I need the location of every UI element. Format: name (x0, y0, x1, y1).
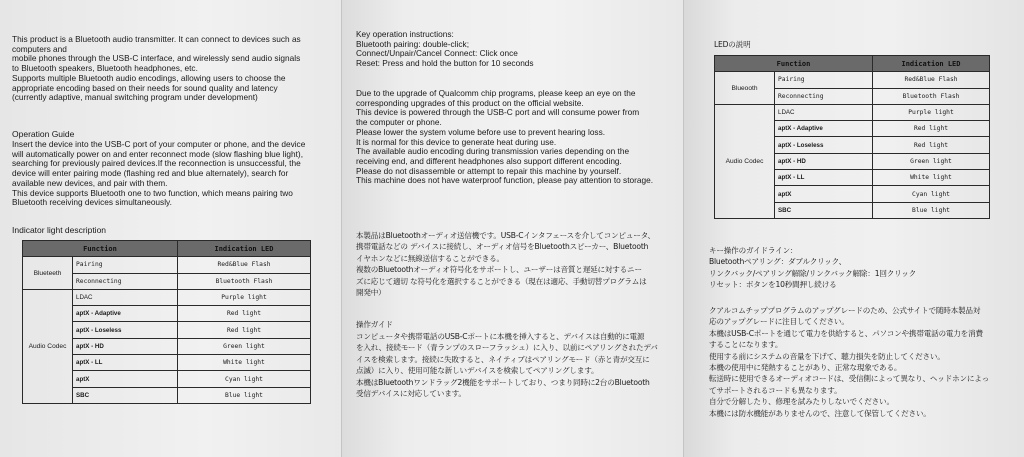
bluetooth-group-label: Blueteeth (23, 257, 73, 290)
japanese-usage-notes: クアルコムチッププログラムのアップグレードのため、公式サイトで随時本製品対 応のアップグレードに注目してください。 本機はUSB-Cポートを通じて電力を供給すると、パソコンや携帯電話の電力を消費 することになります。 使用する前にシステムの音量を下げて、聴力損失を防止してください。 本機の使用中に発熱することがあり、正常な現象である。 転送時に使用できるオーディオコードは、受信側によって異なり、ヘッドホンによっ てサポートされるコードも異なります。 自分で分解したり、修理を試みたりしないでください。 本機には防水機能がありませんので、注意して保管してください。 (709, 306, 990, 418)
codec-group-label: Audio Codec (715, 104, 775, 218)
indicator-table (22, 240, 311, 404)
japanese-key-guidelines: キー操作のガイドライン： Bluetoothペアリング：ダブルクリック、 リンクバック/ペアリング解除/リンクバック解除：1回クリック リセット：ボタンを10秒間押し続ける (709, 246, 917, 290)
usage-notes: Due to the upgrade of Qualcomm chip programs, please keep an eye on the corresponding upgrades of this product on the official website. This device is powered through the USB-C port and will consume power from the computer or phone. Please lower the system volume before use to prevent hearing loss. It is normal for this device to generate heat during use. The available audio encoding during transmission varies depending on the receiving end, and different headphones also support different encoding. Please do not disassemble or attempt to repair this machine by yourself. This machine does not have waterproof function, please pay attention to storage. (356, 88, 654, 186)
function-cell: aptX - LL (73, 355, 178, 371)
led-cell: Green light (178, 338, 311, 354)
operation-guide-text: Insert the device into the USB-C port of your computer or phone, and the device will automatically power on and enter reconnect mode (slow flashing blue light), searching for previously paired devices.If the reconnection is unsuccessful, the device will enter pairing mode (flashing red and blue alternately), search for available new devices, and pair with them. This device supports Bluetooth one to two function, which means pairing two Bluetooth receiving devices simultaneously. (12, 139, 306, 208)
table-row (23, 257, 311, 273)
header-indication-led: Indication LED (178, 241, 311, 257)
function-cell: SBC (73, 387, 178, 403)
function-cell: SBC (775, 202, 873, 218)
table-header-row (23, 241, 311, 257)
function-cell: aptX (775, 186, 873, 202)
led-cell: White light (873, 170, 990, 186)
function-cell: aptX - Loseless (775, 137, 873, 153)
function-cell: aptX - HD (775, 153, 873, 169)
led-cell: Red light (178, 322, 311, 338)
middle-panel (342, 0, 684, 457)
function-cell: Reconnecting (73, 273, 178, 289)
product-intro: This product is a Bluetooth audio transmitter. It can connect to devices such as computers and mobile phones through the USB-C interface, and wirelessly send audio signals to Bluetooth speakers, Bluetooth headphones, etc. Supports multiple Bluetooth audio encodings, allowing users to choose the appropriate encoding based on their needs for sound quality and latency (currently adaptive, manual switching program under development) (12, 34, 301, 103)
function-cell: LDAC (775, 104, 873, 120)
led-cell: Bluetooth Flash (178, 273, 311, 289)
english-panel (0, 0, 342, 457)
led-cell: Bluetooth Flash (873, 88, 990, 104)
japanese-panel (684, 0, 1024, 457)
table-row (715, 72, 990, 88)
led-cell: Cyan light (178, 371, 311, 387)
led-cell: Red light (178, 306, 311, 322)
function-cell: Pairing (73, 257, 178, 273)
table-row (23, 289, 311, 305)
led-cell: Green light (873, 153, 990, 169)
header-function: Function (715, 56, 873, 72)
header-indication-led: Indication LED (873, 56, 990, 72)
led-cell: Blue light (873, 202, 990, 218)
header-function: Function (23, 241, 178, 257)
indicator-heading: Indicator light description (12, 225, 107, 235)
function-cell: aptX (73, 371, 178, 387)
function-cell: aptX - Adaptive (775, 121, 873, 137)
table-header-row (715, 56, 990, 72)
codec-group-label: Audio Codec (23, 289, 73, 403)
function-cell: aptX - Adaptive (73, 306, 178, 322)
function-cell: Pairing (775, 72, 873, 88)
led-cell: Purple light (873, 104, 990, 120)
led-cell: Cyan light (873, 186, 990, 202)
led-cell: Blue light (178, 387, 311, 403)
indicator-table-ja (714, 55, 990, 219)
bluetooth-group-label: Blueooth (715, 72, 775, 105)
japanese-intro: 本製品はBluetoothオーディオ送信機です。USB-Cインタフェースを介してコンピュータ、 携帯電話などの デバイスに接続し、オーディオ信号をBluetoothスピーカー、Bluetooth イヤホンなどに無線送信することができる。 複数のBluetoothオーディオ符号化をサポートし、ユーザーは音質と遅延に対するニー ズに応じて適切 な符号化を選択することができる（現在は適応、手動切替プログラムは 開発中） (356, 231, 655, 298)
function-cell: LDAC (73, 289, 178, 305)
operation-guide-heading: Operation Guide (12, 129, 75, 139)
led-description-heading: LEDの説明 (714, 40, 751, 49)
table-row (715, 104, 990, 120)
key-operation-instructions: Key operation instructions: Bluetooth pairing: double-click; Connect/Unpair/Cancel Connect: Click once Reset: Press and hold the button for 10 seconds (356, 29, 534, 69)
led-cell: Red light (873, 121, 990, 137)
function-cell: aptX - LL (775, 170, 873, 186)
led-cell: Purple light (178, 289, 311, 305)
function-cell: aptX - Loseless (73, 322, 178, 338)
japanese-guide-text: コンピュータや携帯電話のUSB-Cポートに本機を挿入すると、デバイスは自動的に電源 を入れ、接続モード（青ランプのスローフラッシュ）に入り、以前にペアリングされたデバ イスを検索します。接続に失敗すると、ネイティブはペアリングモード（赤と青が交互に 点滅）に入り、使用可能な新しいデバイスを検索してペアリングします。 本機はBluetoothワンドラッグ2機能をサポートしており、つまり同時に2台のBluetooth 受信デバイスに対応しています。 (356, 332, 658, 399)
led-cell: Red&Blue Flash (178, 257, 311, 273)
led-cell: Red light (873, 137, 990, 153)
japanese-guide-heading: 操作ガイド (356, 320, 393, 329)
led-cell: Red&Blue Flash (873, 72, 990, 88)
function-cell: aptX - HD (73, 338, 178, 354)
led-cell: White light (178, 355, 311, 371)
function-cell: Reconnecting (775, 88, 873, 104)
